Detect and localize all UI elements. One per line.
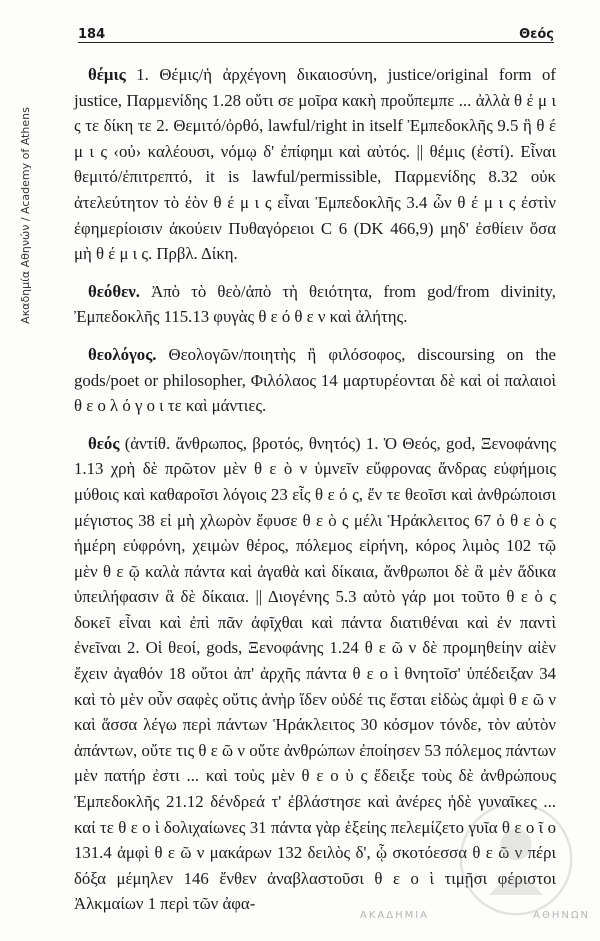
entry-theothen <box>74 279 556 330</box>
entry-text-theologos: Θεολογῶν/ποιητὴς ἢ φιλόσοφος, discoursing on the gods/poet or philosopher, Φιλόλαος 14 μαρτυρέονται δὲ καὶ οἱ παλαιοὶ θ ε ο λ ό γ ο ι τε καὶ μάντιες. <box>74 344 556 416</box>
academy-seal-watermark <box>456 799 576 919</box>
page-number: 184 <box>78 27 106 42</box>
entry-text-theos: (ἀντίθ. ἄνθρωπος, βροτός, θνητός) 1. Ὁ Θεός, god, Ξενοφάνης 1.13 χρὴ δὲ πρῶτον μὲν θ ε ὸ ν ὑμνεῖν εὔφρονας ἄνδρας εὐφήμοις μύθοις καὶ καθαροῖσι λόγοις 23 εἷς θ ε ό ς, ἔν τε θεοῖσι καὶ ἀνθρώποισι μέγιστος 38 εἰ μὴ χλωρὸν ἔφυσε θ ε ὸ ς μέλι Ἡράκλειτος 67 ὁ θ ε ὸ ς ἡμέρη εὐφρόνη, χειμὼν θέρος, πόλεμος εἰρήνη, κόρος λιμὸς 102 τῷ μὲν θ ε ῷ καλὰ πάντα καὶ ἀγαθὰ καὶ δίκαια, ἄνθρωποι δὲ ἃ μὲν ἄδικα ὑπειλήφασιν ἃ δὲ δίκαια. || Διογένης 5.3 αὐτὸ γάρ μοι τοῦτο θ ε ὸ ς δοκεῖ εἶναι καὶ ἐπὶ πᾶν ἀφῖχθαι καὶ πάντα διατιθέναι καὶ ἐν παντὶ ἐνεῖναι 2. Οἱ θεοί, gods, Ξενοφάνης 1.24 θ ε ῶ ν δὲ προμηθείην αἰὲν ἔχειν ἀγαθόν 18 οὔτοι ἀπ' ἀρχῆς πάντα θ ε ο ὶ θνητοῖσ' ὑπέδειξαν 34 καὶ τὸ μὲν οὖν σαφὲς οὔτις ἀνὴρ ἴδεν οὐδέ τις ἔσται εἰδὼς ἀμφὶ θ ε ῶ ν καὶ ἅσσα λέγω περὶ πάντων Ἡράκλειτος 30 κόσμον τόνδε, τὸν αὐτὸν ἁπάντων, οὔτε τις θ ε ῶ ν οὔτε ἀνθρώπων ἐποίησεν 53 πόλεμος πάντων μὲν πατήρ ἐστι ... καὶ τοὺς μὲν θ ε ο ὺ ς ἔδειξε τοὺς δὲ ἀνθρώπους Ἐμπεδοκλῆς 21.12 δένδρεά τ' ἐβλάστησε καὶ ἀνέρες ἠδὲ γυναῖκες ... καί τε θ ε ο ὶ δολιχαίωνες 31 πάντα γὰρ ἑξείης πελεμίζετο γυῖα θ ε ο ῖ ο 131.4 ἀμφὶ θ ε ῶ ν μακάρων 132 δειλὸς δ', ᾧ σκοτόεσσα θ ε ῶ ν πέρι δόξα μέμηλεν 146 ἔνθεν ἀναβλαστοῦσι θ ε ο ὶ τιμῇσι φέριστοι Ἀλκμαίων 1 περὶ τῶν ἀφα- <box>74 433 556 914</box>
seal-right-word: ΑΘΗΝΩΝ <box>533 910 590 921</box>
headword-theologos: θεολόγος. <box>88 344 157 364</box>
headword-theothen: θεόθεν. <box>88 281 140 301</box>
running-title: Θεός <box>519 27 554 42</box>
side-watermark <box>8 40 42 390</box>
entry-text-themis: 1. Θέμις/ἡ ἀρχέγονη δικαιοσύνη, justice/original form of justice, Παρμενίδης 1.28 οὔτι σε μοῖρα κακὴ προὔπεμπε ... ἀλλὰ θ έ μ ι ς τε δίκη τε 2. Θεμιτό/ὀρθό, lawful/right in itself Ἐμπεδοκλῆς 9.5 ἣ θ έ μ ι ς ‹οὐ› καλέουσι, νόμῳ δ' ἐπίφημι καὶ αὐτός. || θέμις (ἐστί). Εἶναι θεμιτό/ἐπιτρεπτό, it is lawful/permissible, Παρμενίδης 8.32 οὐκ ἀτελεύτητον τὸ ἐὸν θ έ μ ι ς εἶναι Ἐμπεδοκλῆς 3.4 ὧν θ έ μ ι ς ἐστὶν ἐφημερίοισιν ἀκούειν Πυθαγόρειοι C 6 (DK 466,9) μηδ' ἐσθίειν ὅσα μὴ θ έ μ ι ς. Πρβλ. Δίκη. <box>74 65 556 264</box>
running-header <box>78 18 554 43</box>
entry-text-theothen: Ἀπὸ τὸ θεὸ/ἀπὸ τὴ θειότητα, from god/from divinity, Ἐμπεδοκλῆς 115.13 φυγὰς θ ε ό θ ε ν καὶ ἀλήτης. <box>74 281 556 327</box>
entry-themis <box>74 62 556 267</box>
seal-left-word: ΑΚΑΔΗΜΙΑ <box>360 910 430 921</box>
watermark-text: Ακαδημία Αθηνών / Academy of Athens <box>18 106 32 324</box>
headword-themis: θέμις <box>88 65 126 84</box>
entry-theologos <box>74 342 556 419</box>
headword-theos: θεός <box>88 433 120 453</box>
seal-text <box>360 910 590 921</box>
